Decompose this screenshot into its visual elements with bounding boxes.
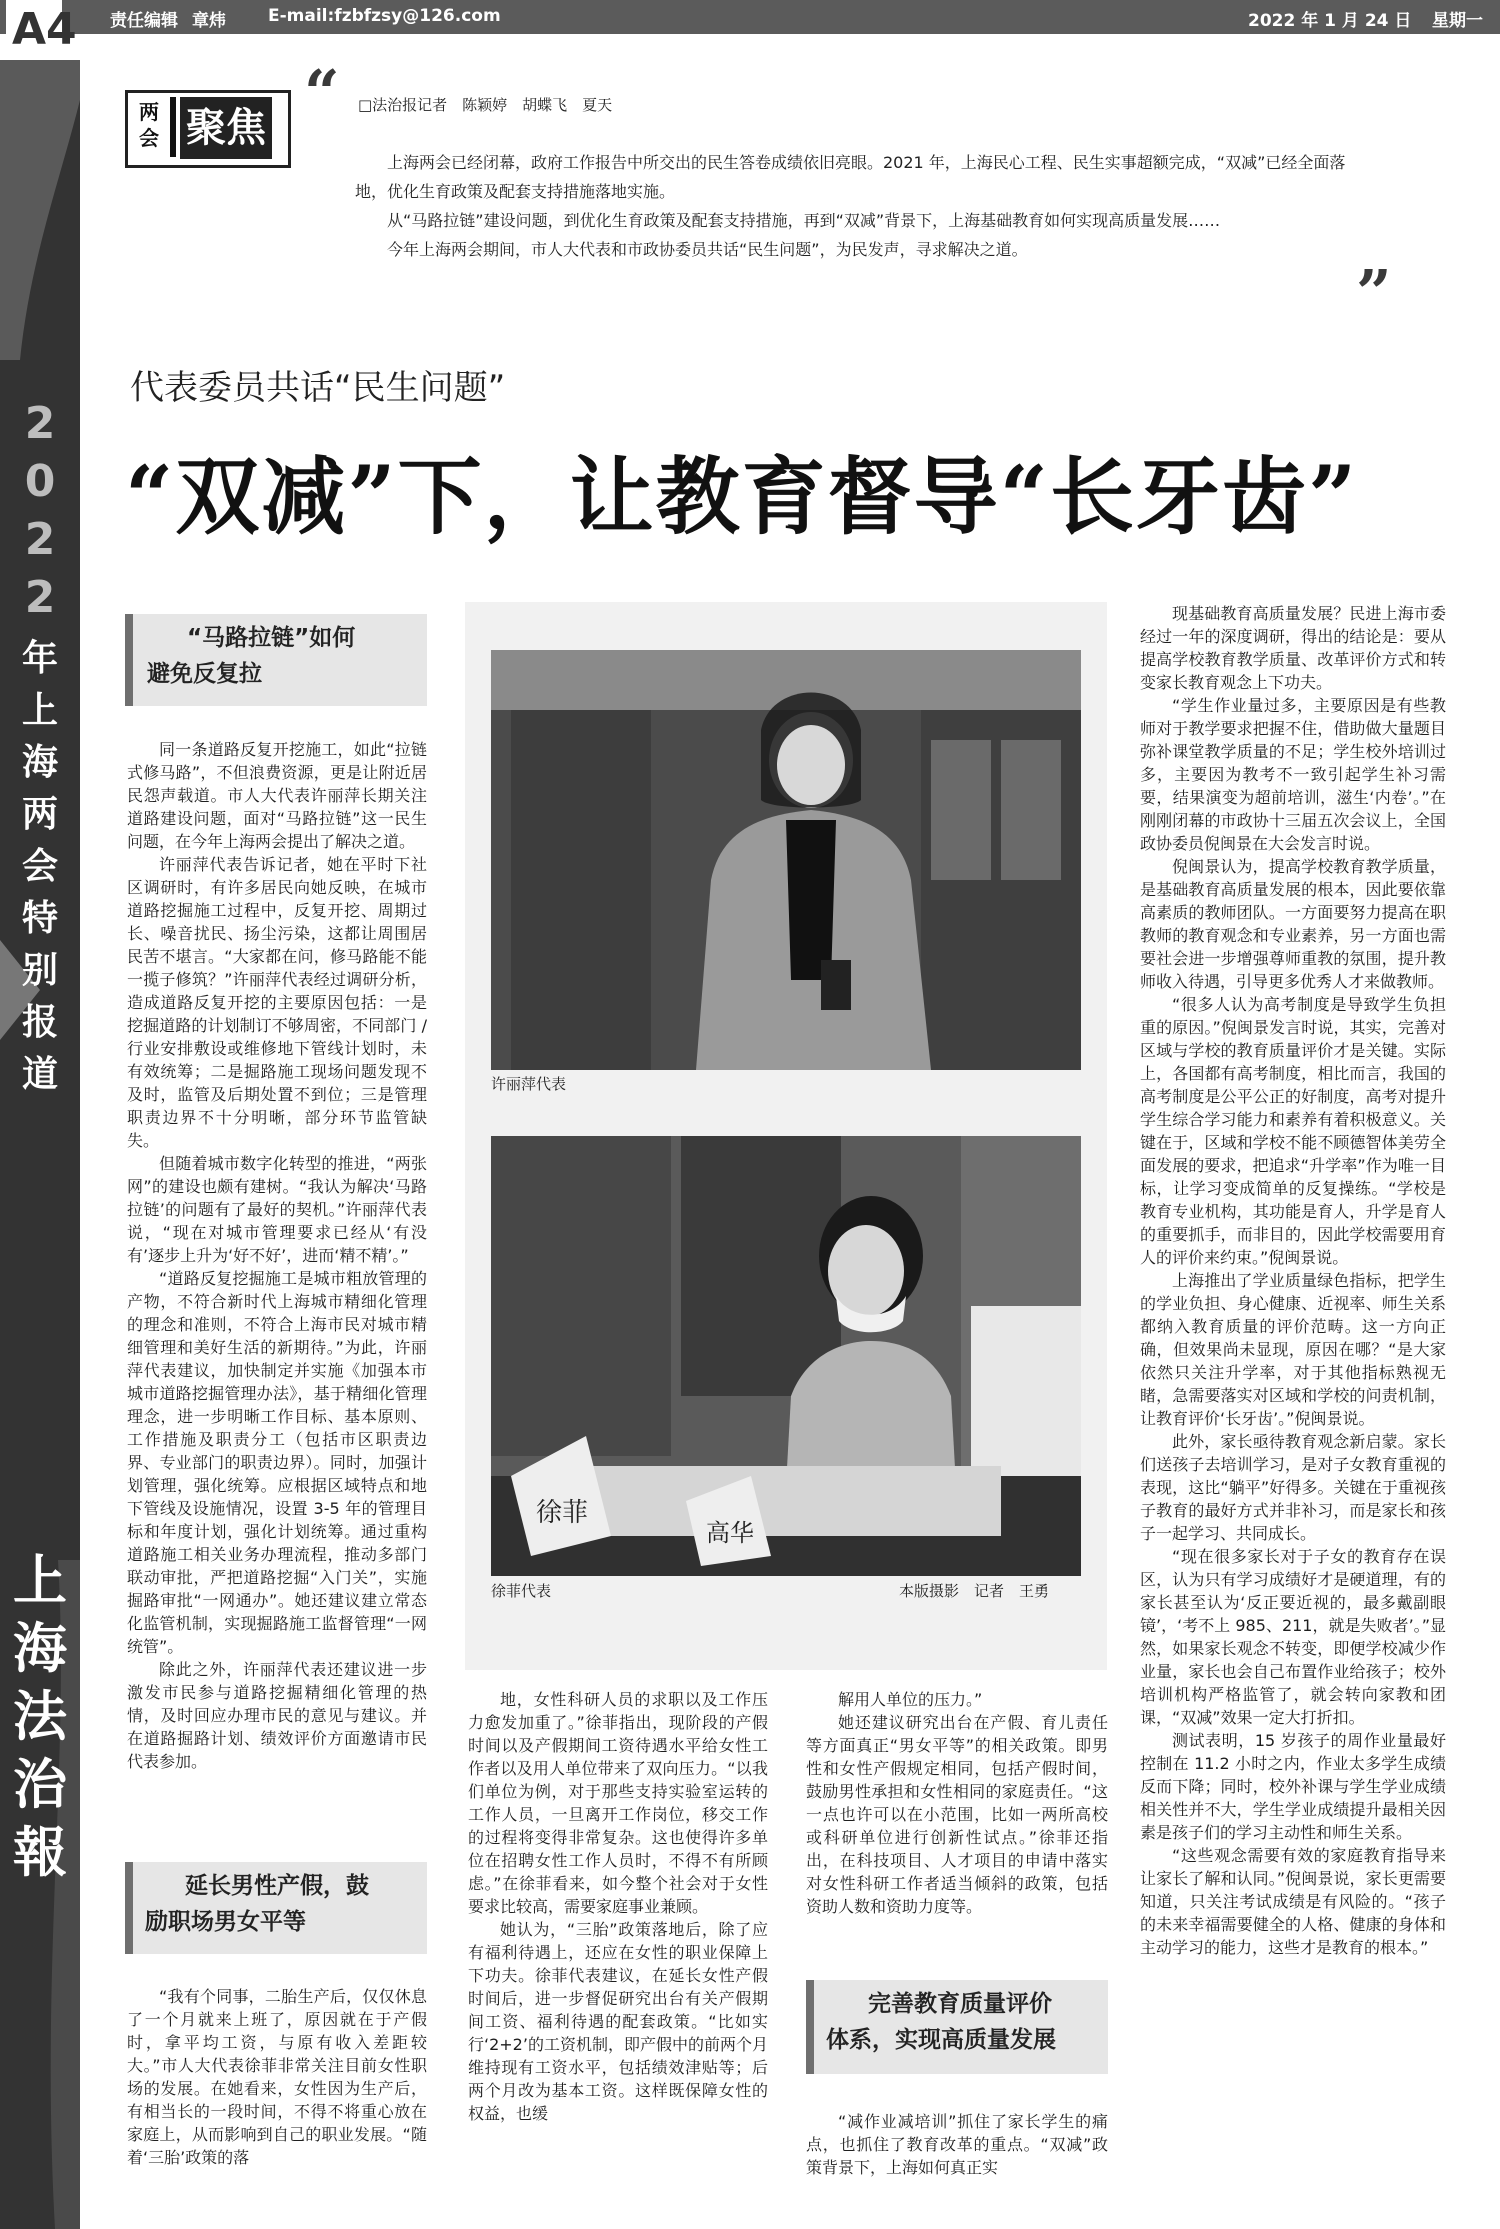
nameplate-text-2: 高华 [706, 1519, 754, 1547]
logo-char-1: 两 [139, 100, 159, 124]
series-char: 年 [21, 638, 58, 679]
close-quote-mark: ” [1356, 256, 1392, 329]
column-3b-text [806, 2110, 1108, 2179]
article-paragraph: 同一条道路反复开挖施工，如此“拉链式修马路”，不但浪费资源，更是让附近居民怨声载道。市人大代表许丽萍长期关注道路建设问题，面对“马路拉链”这一民生问题，在今年上海两会提出了解决之道。 [127, 740, 427, 851]
article-paragraph: “减作业减培训”抓住了家长学生的痛点，也抓住了教育改革的重点。“双减”政策背景下，上海如何真正实 [806, 2112, 1108, 2177]
column-1-text [127, 738, 427, 1773]
article-paragraph: 测试表明，15 岁孩子的周作业量最好控制在 11.2 小时之内，作业太多学生成绩反而下降；同时，校外补课与学生学业成绩相关性并不大，学生学业成绩提升最相关因素是孩子们的学习主动性和师生关系。 [1140, 1731, 1446, 1842]
column-2-text [468, 1688, 768, 2125]
series-char: 2 [24, 398, 56, 449]
article-paragraph: “我有个同事，二胎生产后，仅仅休息了一个月就来上班了，原因就在于产假时，拿平均工资，与原有收入差距较大。”市人大代表徐菲非常关注目前女性职场的发展。在她看来，女性因为生产后，有相当长的一段时间，不得不将重心放在家庭上，从而影响到自己的职业发展。“随着‘三胎’政策的落 [127, 1987, 427, 2167]
column-3-text [806, 1688, 1108, 1918]
subheading-road: “马路拉链”如何 避免反复拉 [125, 614, 427, 706]
intro-paragraph: 从“马路拉链”建设问题，到优化生育政策及配套支持措施，再到“双减”背景下，上海基础教育如何实现高质量发展…… [387, 211, 1221, 230]
photo-caption-1: 许丽萍代表 [491, 1075, 567, 1093]
subheading-paternity: 延长男性产假，鼓 励职场男女平等 [125, 1862, 427, 1954]
article-paragraph: “学生作业量过多，主要原因是有些教师对于教学要求把握不住，借助做大量题目弥补课堂教学质量的不足；学生校外培训过多，主要因为教考不一致引起学生补习需要，结果演变为超前培训，滋生‘内卷’。”在刚刚闭幕的市政协十三届五次会议上，全国政协委员倪闽景在大会发言时说。 [1140, 696, 1446, 853]
series-char: 道 [21, 1054, 58, 1095]
article-paragraph: 许丽萍代表告诉记者，她在平时下社区调研时，有许多居民向她反映，在城市道路挖掘施工过程中，反复开挖、周期过长、噪音扰民、扬尘污染，这都让周围居民苦不堪言。“大家都在问，修马路能不能一揽子修筑？”许丽萍代表经过调研分析，造成道路反复开挖的主要原因包括：一是挖掘道路的计划制订不够周密，不同部门 / 行业安排敷设或维修地下管线计划时，未有效统筹；二是掘路施工现场问题发现不及时，监管及后期处置不到位；三是管理职责边界不十分明晰，部分环节监管缺失。 [127, 855, 427, 1150]
photo-illustration-1 [491, 650, 1081, 1070]
column-1b-text [127, 1985, 427, 2169]
series-char: 报 [21, 1002, 58, 1043]
article-paragraph: “这些观念需要有效的家庭教育指导来让家长了解和认同。”倪闽景说，家长更需要知道，只关注考试成绩是有风险的。“孩子的未来幸福需要健全的人格、健康的身体和主动学习的能力，这些才是教育的根本。” [1140, 1846, 1446, 1957]
series-char: 特 [21, 898, 58, 939]
brush-texture [0, 60, 80, 2229]
series-char: 上 [21, 690, 58, 731]
article-paragraph: “道路反复挖掘施工是城市粗放管理的产物，不符合新时代上海城市精细化管理的理念和准则，不符合上海市民对城市精细管理和美好生活的新期待。”为此，许丽萍代表建议，加快制定并实施《加强本市城市道路挖掘管理办法》，基于精细化管理理念，进一步明晰工作目标、基本原则、工作措施及职责分工（包括市区职责边界、专业部门的职责边界）。同时，加强计划管理，强化统筹。应根据区域特点和地下管线及设施情况，设置 3-5 年的管理目标和年度计划，强化计划统筹。通过重构道路施工相关业务办理流程，推动多部门联动审批，严把道路挖掘“入门关”，实施掘路审批“一网通办”。她还建议建立常态化监管机制，实现掘路施工监督管理“一网统管”。 [127, 1269, 427, 1656]
masthead-char: 法 [13, 1684, 67, 1748]
article-paragraph: 她还建议研究出台在产假、育儿责任等方面真正“男女平等”的相关政策。即男性和女性产假规定相同，包括产假时间，鼓励男性承担和女性相同的家庭责任。“这一点也许可以在小范围，比如一两所高校或科研单位进行创新性试点。”徐菲还指出，在科技项目、人才项目的申请中落实对女性科研工作者适当倾斜的政策，包括资助人数和资助力度等。 [806, 1713, 1108, 1916]
logo-char-2: 会 [139, 126, 159, 150]
article-paragraph: 但随着城市数字化转型的推进，“两张网”的建设也颇有建树。“我认为解决‘马路拉链’的问题有了最好的契机。”许丽萍代表说，“现在对城市管理要求已经从‘有没有’逐步上升为‘好不好’，进而‘精不精’。” [127, 1154, 427, 1265]
series-char: 两 [21, 794, 58, 835]
series-char: 2 [24, 514, 56, 565]
article-paragraph: 现基础教育高质量发展？民进上海市委经过一年的深度调研，得出的结论是：要从提高学校教育教学质量、改革评价方式和转变家长教育观念上下功夫。 [1140, 604, 1446, 692]
masthead-char: 上 [13, 1548, 67, 1612]
article-paragraph: 她认为，“三胎”政策落地后，除了应有福利待遇上，还应在女性的职业保障上下功夫。徐菲代表建议，在延长女性产假时间后，进一步督促研究出台有关产假期间工资、福利待遇的配套政策。“比如实行‘2+2’的工资机制，即产假中的前两个月维持现有工资水平，包括绩效津贴等；后两个月改为基本工资。这样既保障女性的权益，也缓 [468, 1920, 768, 2123]
article-headline: “双减”下，让教育督导“长牙齿” [125, 447, 1359, 546]
header-bar [0, 0, 1500, 34]
issue-weekday: 星期一 [1432, 11, 1483, 31]
photo-credit: 本版摄影 记者 王勇 [899, 1582, 1050, 1600]
masthead-char: 報 [13, 1820, 67, 1884]
article-paragraph: 地，女性科研人员的求职以及工作压力愈发加重了。”徐菲指出，现阶段的产假时间以及产假期间工资待遇水平给女性工作者以及用人单位带来了双向压力。“以我们单位为例，对于那些支持实验室运转的工作人员，一旦离开工作岗位，移交工作的过程将变得非常复杂。这也使得许多单位在招聘女性工作人员时，不得不有所顾虑。”在徐菲看来，如今整个社会对于女性要求比较高，需要家庭事业兼顾。 [468, 1690, 768, 1916]
open-quote-mark: “ [304, 56, 340, 129]
photo-caption-2: 徐菲代表 [491, 1582, 552, 1600]
article-paragraph: 上海推出了学业质量绿色指标，把学生的学业负担、身心健康、近视率、师生关系都纳入教育质量的评价范畴。这一方向正确，但效果尚未显现，原因在哪？“是大家依然只关注升学率，对于其他指标熟视无睹，急需要落实对区域和学校的问责机制，让教育评价‘长牙齿’。”倪闽景说。 [1140, 1271, 1446, 1428]
subheading-quality: 完善教育质量评价 体系，实现高质量发展 [806, 1980, 1108, 2074]
nameplate-text-1: 徐菲 [536, 1498, 589, 1528]
article-paragraph: 倪闽景认为，提高学校教育教学质量，是基础教育高质量发展的根本，因此要依靠高素质的教师团队。一方面要努力提高在职教师的教育观念和专业素养，另一方面也需要社会进一步增强尊师重教的氛围，提升教师收入待遇，引导更多优秀人才来做教师。 [1140, 857, 1446, 991]
editor-name: 章炜 [192, 11, 226, 31]
page-number-tag [6, 0, 76, 60]
page-number: A4 [12, 4, 77, 55]
article-kicker: 代表委员共话“民生问题” [130, 368, 506, 408]
photo-illustration-2 [491, 1136, 1081, 1576]
column-4-text [1140, 602, 1446, 1959]
series-char: 海 [21, 742, 58, 783]
section-logo [125, 90, 291, 168]
masthead-char: 治 [13, 1752, 67, 1816]
editor-label: 责任编辑 [110, 11, 178, 31]
photo-xu-liping [491, 650, 1081, 1070]
article-paragraph: 解用人单位的压力。” [838, 1690, 983, 1709]
article-paragraph: 此外，家长亟待教育观念新启蒙。家长们送孩子去培训学习，是对子女教育重视的表现，这比“躺平”好得多。关键在于重视孩子教育的最好方式并非补习，而是家长和孩子一起学习、共同成长。 [1140, 1432, 1446, 1543]
byline: □法治报记者 陈颖婷 胡蝶飞 夏天 [358, 96, 613, 114]
article-paragraph: “现在很多家长对于子女的教育存在误区，认为只有学习成绩好才是硬道理，有的家长甚至认为‘反正要近视的，最多戴副眼镜’，‘考不上 985、211，就是失败者’。”显然，如果家长观念不转变，即便学校减少作业量，家长也会自己布置作业给孩子；校外培训机构严格监管了，就会转向家教和团课，“双减”效果一定大打折扣。 [1140, 1547, 1446, 1727]
editor-email[interactable]: E-mail:fzbfzsy@126.com [268, 6, 501, 26]
intro-paragraph: 今年上海两会期间，市人大代表和市政协委员共话“民生问题”，为民发声，寻求解决之道。 [387, 240, 1028, 259]
series-char: 别 [21, 950, 58, 991]
article-paragraph: 除此之外，许丽萍代表还建议进一步激发市民参与道路挖掘精细化管理的热情，及时回应办理市民的意见与建议。并在道路掘路计划、绩效评价方面邀请市民代表参加。 [127, 1660, 427, 1771]
photo-xu-fei [491, 1136, 1081, 1576]
photo-panel [465, 602, 1107, 1670]
left-sidebar [0, 60, 80, 2229]
intro-paragraph: 上海两会已经闭幕，政府工作报告中所交出的民生答卷成绩依旧亮眼。2021 年，上海民心工程、民生实事超额完成，“双减”已经全面落地，优化生育政策及配套支持措施落地实施。 [355, 153, 1346, 201]
intro-summary [355, 148, 1365, 264]
logo-main: 聚焦 [180, 97, 272, 159]
article-paragraph: “很多人认为高考制度是导致学生负担重的原因。”倪闽景发言时说，其实，完善对区域与学校的教育质量评价才是关键。实际上，各国都有高考制度，相比而言，我国的高考制度是公平公正的好制度，高考对提升学生综合学习能力和素养有着积极意义。关键在于，区域和学校不能不顾德智体美劳全面发展的要求，把追求“升学率”作为唯一目标，让学习变成简单的反复操练。“学校是教育专业机构，其功能是育人，升学是育人的重要抓手，而非目的，因此学校需要用育人的评价来约束。”倪闽景说。 [1140, 995, 1446, 1267]
series-char: 会 [21, 846, 58, 887]
issue-date: 2022 年 1 月 24 日 [1248, 11, 1412, 31]
masthead-char: 海 [13, 1616, 67, 1680]
series-char: 0 [24, 456, 56, 507]
series-char: 2 [24, 572, 56, 623]
